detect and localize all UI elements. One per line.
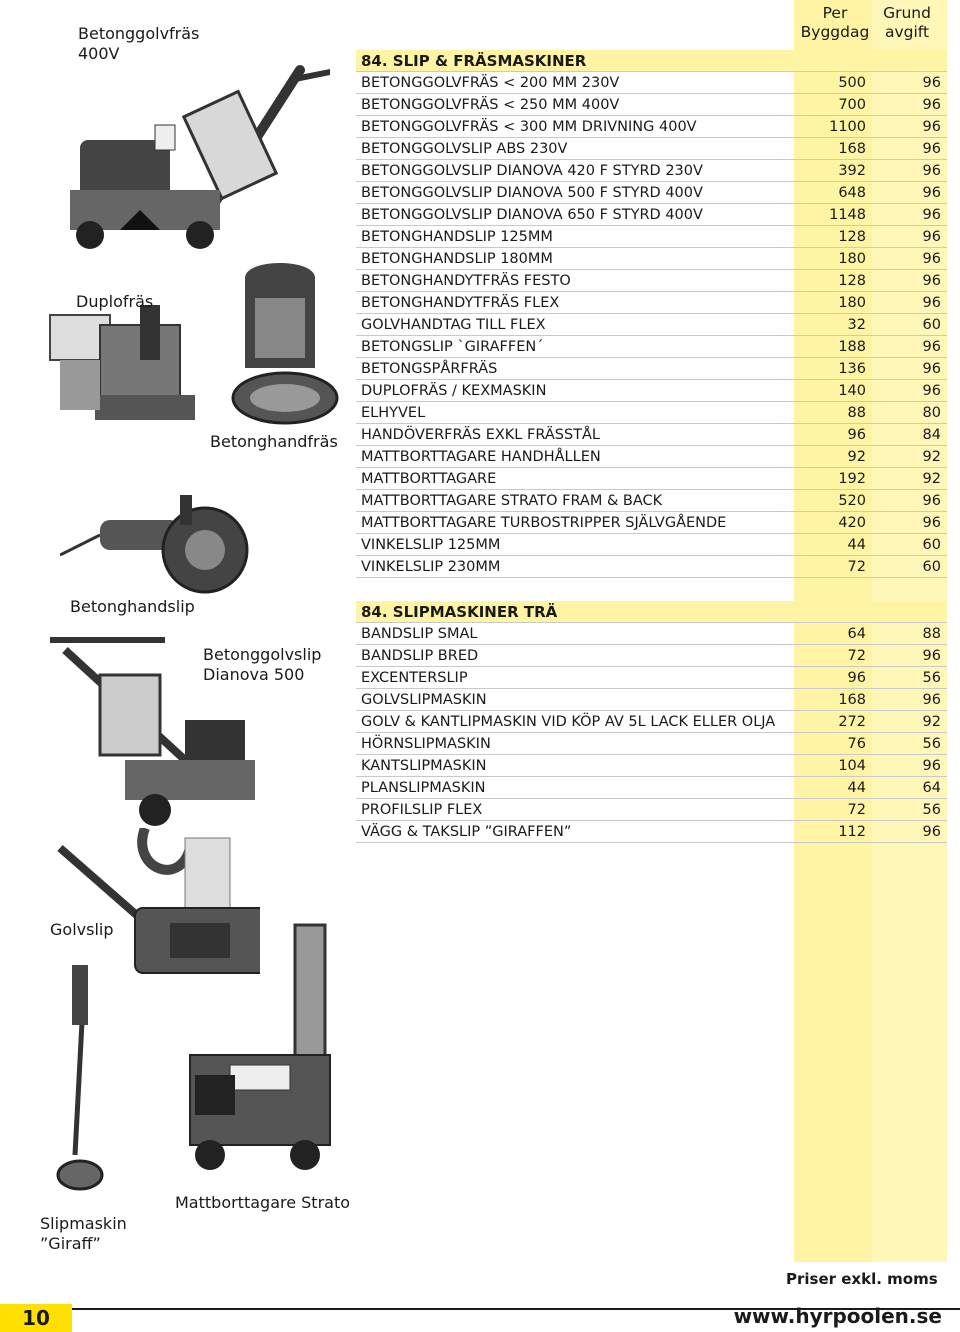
- item-name: BETONGGOLVFRÄS < 200 MM 230V: [361, 75, 620, 91]
- base-fee: 96: [922, 383, 941, 399]
- caption-golvslip: Golvslip: [50, 920, 114, 939]
- price-row: [356, 94, 947, 116]
- price-row: [356, 358, 947, 380]
- base-fee: 96: [922, 251, 941, 267]
- price-row: [356, 160, 947, 182]
- price-per-day: 32: [847, 317, 866, 333]
- caption-dianova: [203, 645, 321, 685]
- item-name: PLANSLIPMASKIN: [361, 780, 486, 796]
- price-row: [356, 402, 947, 424]
- base-fee: 96: [922, 75, 941, 91]
- item-name: BETONGHANDSLIP 180MM: [361, 251, 553, 267]
- caption-strato: Mattborttagare Strato: [175, 1193, 351, 1212]
- base-fee: 96: [922, 141, 941, 157]
- base-fee: 96: [922, 692, 941, 708]
- price-per-day: 520: [838, 493, 866, 509]
- column-header-per-line1: Per: [822, 4, 848, 22]
- base-fee: 96: [922, 758, 941, 774]
- item-name: HÖRNSLIPMASKIN: [361, 736, 491, 752]
- caption-duplofras: Duplofräs: [76, 292, 154, 311]
- item-name: GOLVSLIPMASKIN: [361, 692, 487, 708]
- caption-betonggolvfras: [78, 24, 199, 64]
- price-per-day: 180: [838, 295, 866, 311]
- base-fee: 60: [922, 559, 941, 575]
- item-name: BETONGGOLVFRÄS < 300 MM DRIVNING 400V: [361, 119, 697, 135]
- item-name: MATTBORTTAGARE TURBOSTRIPPER SJÄLVGÅENDE: [361, 515, 727, 531]
- price-per-day: 192: [838, 471, 866, 487]
- base-fee: 96: [922, 273, 941, 289]
- item-name: HANDÖVERFRÄS EXKL FRÄSSTÅL: [361, 427, 601, 443]
- price-row: [356, 380, 947, 402]
- section-heading: [356, 601, 947, 623]
- betonghandfras-photo: [225, 258, 340, 433]
- price-per-day: 76: [847, 736, 866, 752]
- base-fee: 96: [922, 97, 941, 113]
- item-name: ELHYVEL: [361, 405, 426, 421]
- item-name: BETONGHANDYTFRÄS FLEX: [361, 295, 560, 311]
- price-per-day: 128: [838, 273, 866, 289]
- price-row: [356, 512, 947, 534]
- caption-betonggolvfras-line1: Betonggolvfräs: [78, 24, 200, 43]
- base-fee: 96: [922, 648, 941, 664]
- item-name: DUPLOFRÄS / KEXMASKIN: [361, 383, 547, 399]
- price-row: [356, 799, 947, 821]
- item-name: BETONGGOLVSLIP DIANOVA 650 F STYRD 400V: [361, 207, 703, 223]
- price-row: [356, 182, 947, 204]
- column-header-per-byggdag: [798, 4, 872, 42]
- price-per-day: 648: [838, 185, 866, 201]
- price-row: [356, 667, 947, 689]
- item-name: KANTSLIPMASKIN: [361, 758, 487, 774]
- base-fee: 96: [922, 163, 941, 179]
- price-per-day: 420: [838, 515, 866, 531]
- website-url: www.hyrpoolen.se: [733, 1304, 942, 1328]
- base-fee: 96: [922, 295, 941, 311]
- price-row: [356, 490, 947, 512]
- column-header-grund-line2: avgift: [884, 23, 930, 41]
- item-name: BANDSLIP SMAL: [361, 626, 478, 642]
- price-row: [356, 556, 947, 578]
- base-fee: 92: [922, 449, 941, 465]
- price-row: [356, 711, 947, 733]
- item-name: BETONGHANDYTFRÄS FESTO: [361, 273, 571, 289]
- item-name: VINKELSLIP 125MM: [361, 537, 501, 553]
- item-name: EXCENTERSLIP: [361, 670, 468, 686]
- price-per-day: 88: [847, 405, 866, 421]
- duplofras-photo: [40, 305, 210, 435]
- price-row: [356, 755, 947, 777]
- base-fee: 56: [922, 802, 941, 818]
- column-header-per-line2: Byggdag: [800, 23, 870, 41]
- price-per-day: 64: [847, 626, 866, 642]
- item-name: MATTBORTTAGARE HANDHÅLLEN: [361, 449, 601, 465]
- caption-giraff-line1: Slipmaskin: [40, 1214, 127, 1233]
- price-row: [356, 138, 947, 160]
- price-note: Priser exkl. moms: [786, 1270, 938, 1288]
- caption-dianova-line2: Dianova 500: [203, 665, 305, 684]
- base-fee: 64: [922, 780, 941, 796]
- price-per-day: 128: [838, 229, 866, 245]
- betonggolvfras-photo: [60, 30, 330, 260]
- price-row: [356, 424, 947, 446]
- price-per-day: 168: [838, 692, 866, 708]
- item-name: GOLVHANDTAG TILL FLEX: [361, 317, 546, 333]
- item-name: VÄGG & TAKSLIP ”GIRAFFEN”: [361, 824, 572, 840]
- caption-dianova-line1: Betonggolvslip: [203, 645, 322, 664]
- price-per-day: 500: [838, 75, 866, 91]
- column-header-grund-line1: Grund: [883, 4, 931, 22]
- price-table-slip-frasmaskiner: [356, 50, 947, 578]
- price-per-day: 1148: [829, 207, 866, 223]
- item-name: BETONGGOLVSLIP DIANOVA 420 F STYRD 230V: [361, 163, 703, 179]
- price-per-day: 92: [847, 449, 866, 465]
- column-header-grundavgift: [872, 4, 942, 42]
- item-name: MATTBORTTAGARE STRATO FRAM & BACK: [361, 493, 663, 509]
- price-per-day: 180: [838, 251, 866, 267]
- section-title: 84. SLIP & FRÄSMASKINER: [361, 52, 587, 70]
- caption-betonghandfras: Betonghandfräs: [210, 432, 338, 451]
- price-row: [356, 777, 947, 799]
- base-fee: 96: [922, 185, 941, 201]
- base-fee: 96: [922, 493, 941, 509]
- price-row: [356, 534, 947, 556]
- price-per-day: 72: [847, 648, 866, 664]
- base-fee: 96: [922, 229, 941, 245]
- price-row: [356, 821, 947, 843]
- base-fee: 96: [922, 339, 941, 355]
- price-row: [356, 645, 947, 667]
- base-fee: 80: [922, 405, 941, 421]
- base-fee: 56: [922, 736, 941, 752]
- price-row: [356, 623, 947, 645]
- price-per-day: 112: [838, 824, 866, 840]
- price-per-day: 44: [847, 780, 866, 796]
- price-row: [356, 314, 947, 336]
- item-name: BETONGSPÅRFRÄS: [361, 361, 498, 377]
- price-per-day: 392: [838, 163, 866, 179]
- base-fee: 60: [922, 317, 941, 333]
- item-name: MATTBORTTAGARE: [361, 471, 497, 487]
- price-per-day: 72: [847, 802, 866, 818]
- price-per-day: 104: [838, 758, 866, 774]
- giraff-photo: [50, 955, 120, 1205]
- price-per-day: 72: [847, 559, 866, 575]
- caption-betonghandslip: Betonghandslip: [70, 597, 195, 616]
- price-row: [356, 116, 947, 138]
- price-per-day: 96: [847, 670, 866, 686]
- caption-betonggolvfras-line2: 400V: [78, 44, 120, 63]
- base-fee: 96: [922, 207, 941, 223]
- item-name: BANDSLIP BRED: [361, 648, 479, 664]
- base-fee: 96: [922, 119, 941, 135]
- section-heading: [356, 50, 947, 72]
- price-per-day: 96: [847, 427, 866, 443]
- base-fee: 60: [922, 537, 941, 553]
- price-row: [356, 468, 947, 490]
- price-row: [356, 226, 947, 248]
- page-number: 10: [0, 1304, 72, 1332]
- base-fee: 92: [922, 714, 941, 730]
- price-per-day: 140: [838, 383, 866, 399]
- base-fee: 96: [922, 361, 941, 377]
- caption-giraff: [40, 1214, 127, 1254]
- item-name: BETONGGOLVSLIP DIANOVA 500 F STYRD 400V: [361, 185, 703, 201]
- price-row: [356, 204, 947, 226]
- caption-giraff-line2: ”Giraff”: [40, 1234, 101, 1253]
- price-per-day: 1100: [829, 119, 866, 135]
- base-fee: 96: [922, 824, 941, 840]
- section-title: 84. SLIPMASKINER TRÄ: [361, 603, 558, 621]
- price-row: [356, 292, 947, 314]
- item-name: GOLV & KANTLIPMASKIN VID KÖP AV 5L LACK ELLER OLJA: [361, 714, 776, 730]
- item-name: VINKELSLIP 230MM: [361, 559, 501, 575]
- base-fee: 92: [922, 471, 941, 487]
- betonghandslip-photo: [60, 495, 260, 600]
- price-per-day: 272: [838, 714, 866, 730]
- base-fee: 84: [922, 427, 941, 443]
- price-per-day: 44: [847, 537, 866, 553]
- price-row: [356, 733, 947, 755]
- item-name: BETONGSLIP `GIRAFFEN´: [361, 339, 544, 355]
- price-per-day: 188: [838, 339, 866, 355]
- price-row: [356, 72, 947, 94]
- base-fee: 56: [922, 670, 941, 686]
- price-row: [356, 248, 947, 270]
- price-row: [356, 446, 947, 468]
- base-fee: 96: [922, 515, 941, 531]
- price-row: [356, 336, 947, 358]
- price-table-slipmaskiner-tra: [356, 601, 947, 843]
- item-name: BETONGHANDSLIP 125MM: [361, 229, 553, 245]
- item-name: BETONGGOLVSLIP ABS 230V: [361, 141, 568, 157]
- price-per-day: 136: [838, 361, 866, 377]
- price-row: [356, 270, 947, 292]
- price-per-day: 168: [838, 141, 866, 157]
- item-name: BETONGGOLVFRÄS < 250 MM 400V: [361, 97, 620, 113]
- strato-photo: [170, 915, 345, 1185]
- price-per-day: 700: [838, 97, 866, 113]
- price-row: [356, 689, 947, 711]
- item-name: PROFILSLIP FLEX: [361, 802, 483, 818]
- base-fee: 88: [922, 626, 941, 642]
